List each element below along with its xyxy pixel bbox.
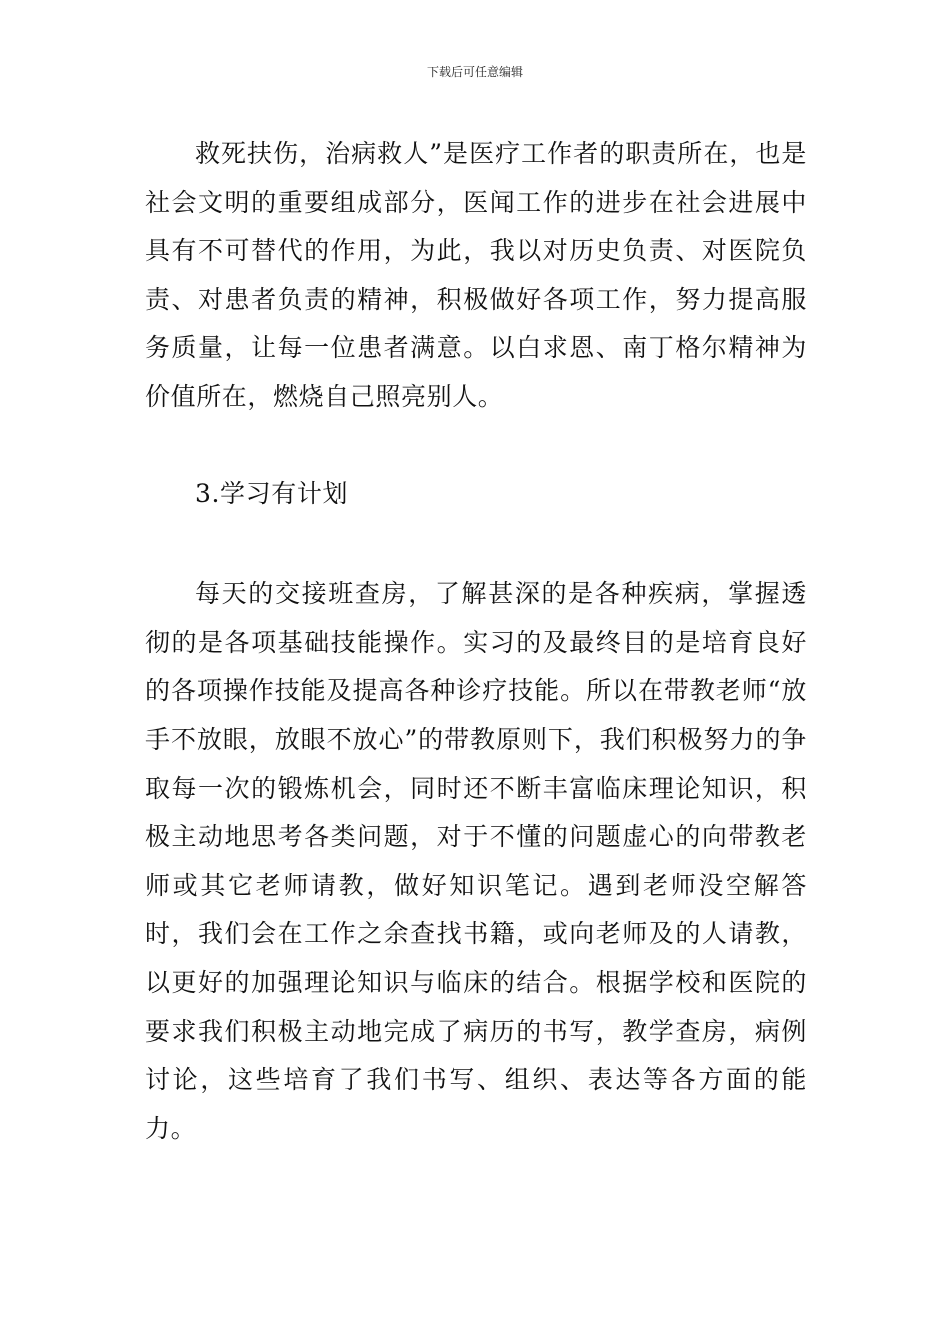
section-heading: 3.学习有计划: [195, 478, 349, 508]
paragraph-2: 每天的交接班查房，了解甚深的是各种疾病，掌握透彻的是各项基础技能操作。实习的及最终目的是培育良好的各项操作技能及提高各种诊疗技能。所以在带教老师“放手不放眼，放眼不放心”的带教原则下，我们积极努力的争取每一次的锻炼机会，同时还不断丰富临床理论知识，积极主动地思考各类问题，对于不懂的问题虚心的向带教老师或其它老师请教，做好知识笔记。遇到老师没空解答时，我们会在工作之余查找书籍，或向老师及的人请教，以更好的加强理论知识与临床的结合。根据学校和医院的要求我们积极主动地完成了病历的书写，教学查房，病例讨论，这些培育了我们书写、组织、表达等各方面的能力。: [145, 579, 807, 1143]
spacer: [145, 518, 807, 570]
spacer: [145, 422, 807, 470]
page-header: 下载后可任意编辑: [426, 65, 523, 79]
document-body: [145, 130, 807, 1153]
paragraph-1: 救死扶伤，治病救人”是医疗工作者的职责所在，也是社会文明的重要组成部分，医闻工作的进步在社会进展中具有不可替代的作用，为此，我以对历史负责、对医院负责、对患者负责的精神，积极做好各项工作，努力提高服务质量，让每一位患者满意。以白求恩、南丁格尔精神为价值所在，燃烧自己照亮别人。: [145, 139, 807, 411]
